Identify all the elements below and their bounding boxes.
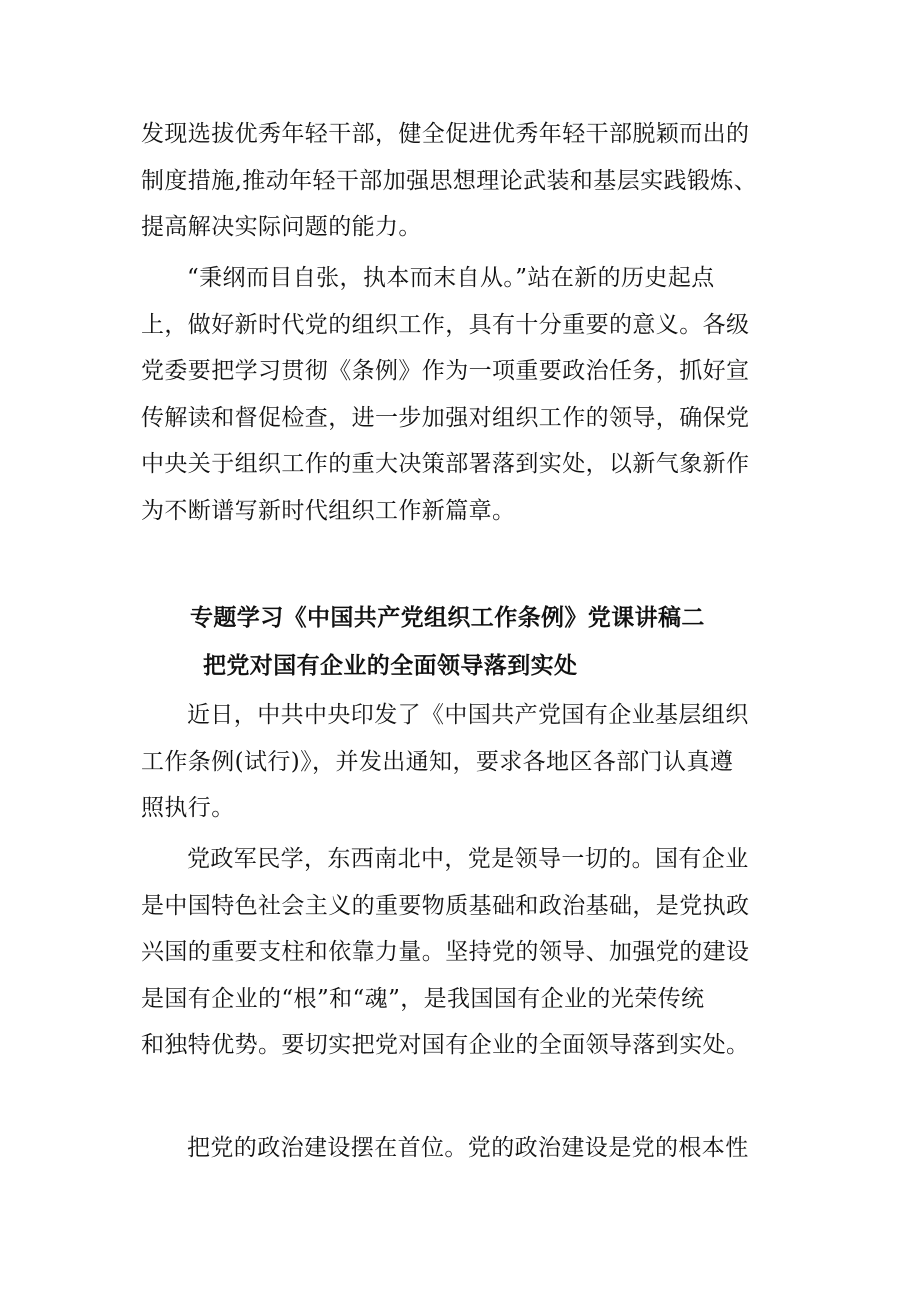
paragraph-line: 兴国的重要支柱和依靠力量。坚持党的领导、加强党的建设 (141, 939, 750, 965)
paragraph-line: 为不断谱写新时代组织工作新篇章。 (141, 497, 516, 524)
paragraph-line: 和独特优势。要切实把党对国有企业的全面领导落到实处。 (141, 1032, 750, 1058)
paragraph-line: 工作条例(试行)》，并发出通知，要求各地区各部门认真遵 (141, 748, 734, 775)
paragraph-4 (141, 836, 781, 1069)
paragraph-line: 上，做好新时代党的组织工作，具有十分重要的意义。各级 (141, 311, 750, 338)
paragraph-line: 党委要把学习贯彻《条例》作为一项重要政治任务，抓好宣 (141, 358, 750, 384)
paragraph-5 (141, 1125, 781, 1172)
paragraph-2 (141, 255, 781, 534)
paragraph-line: 提高解决实际问题的能力。 (141, 214, 422, 240)
paragraph-line: 传解读和督促检查，进一步加强对组织工作的领导，确保党 (141, 404, 750, 431)
paragraph-line: “秉纲而目自张，执本而末自从。”站在新的历史起点 (187, 265, 715, 291)
paragraph-line: 是中国特色社会主义的重要物质基础和政治基础，是党执政 (141, 892, 750, 919)
paragraph-1 (141, 111, 781, 251)
paragraph-line: 把党的政治建设摆在首位。党的政治建设是党的根本性 (187, 1135, 749, 1161)
paragraph-line: 是国有企业的“根”和“魂”，是我国国有企业的光荣传统 (141, 985, 705, 1012)
paragraph-line: 发现选拔优秀年轻干部，健全促进优秀年轻干部脱颖而出的 (141, 121, 750, 147)
section-subtitle: 把党对国有企业的全面领导落到实处 (203, 652, 578, 679)
paragraph-line: 照执行。 (141, 795, 235, 821)
paragraph-line: 近日，中共中央印发了《中国共产党国有企业基层组织 (187, 702, 749, 728)
paragraph-line: 中央关于组织工作的重大决策部署落到实处，以新气象新作 (141, 451, 750, 477)
paragraph-3 (141, 692, 781, 832)
paragraph-line: 制度措施,推动年轻干部加强思想理论武装和基层实践锻炼、 (141, 167, 758, 194)
paragraph-line: 党政军民学，东西南北中，党是领导一切的。国有企业 (187, 846, 749, 872)
section-title: 专题学习《中国共产党组织工作条例》党课讲稿二 (190, 604, 705, 631)
